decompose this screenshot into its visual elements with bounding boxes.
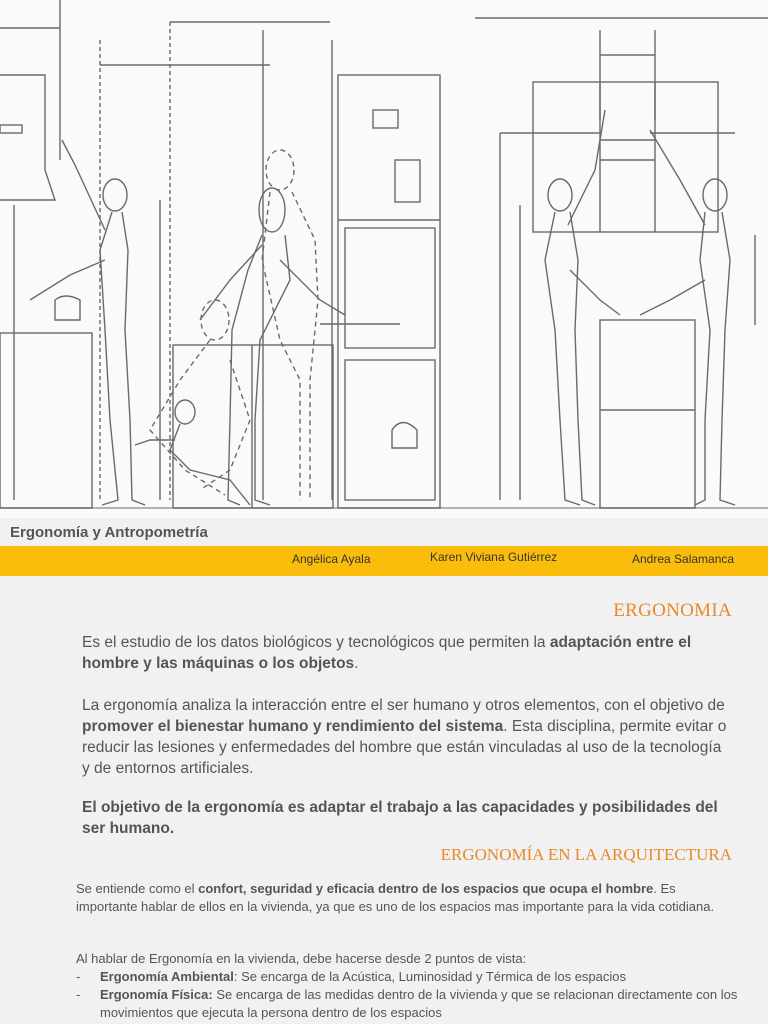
paragraph: Se entiende como el confort, seguridad y eficacia dentro de los espacios que ocupa el hombre. Es importante hablar de ellos en la vivienda, ya que es uno de los espacios mas importante para la vida cotidiana.: [76, 881, 715, 914]
author-name: Karen Viviana Gutiérrez: [430, 550, 558, 564]
list-item: - Ergonomía Física: Se encarga de las medidas dentro de la vivienda y que se relacionan directamente con los movimientos que ejecuta la persona dentro de los espacios: [76, 987, 738, 1020]
document-title: Ergonomía y Antropometría: [10, 524, 208, 541]
paragraph: Al hablar de Ergonomía en la vivienda, debe hacerse desde 2 puntos de vista:: [76, 951, 527, 966]
viewpoint-list: [76, 968, 746, 1022]
paragraph-bold: El objetivo de la ergonomía es adaptar el trabajo a las capacidades y posibilidades del ser humano.: [82, 799, 718, 837]
section-heading-arquitectura: ERGONOMÍA EN LA ARQUITECTURA: [440, 845, 732, 864]
paragraph: Es el estudio de los datos biológicos y tecnológicos que permiten la adaptación entre el hombre y las máquinas o los objetos.: [82, 634, 692, 672]
list-item: - Ergonomía Ambiental: Se encarga de la Acústica, Luminosidad y Térmica de los espacios: [76, 969, 627, 984]
section-heading-ergonomia: ERGONOMIA: [613, 600, 732, 621]
paragraph: La ergonomía analiza la interacción entre el ser humano y otros elementos, con el objetivo de promover el bienestar humano y rendimiento del sistema. Esta disciplina, permite evitar o reducir las lesiones y enfermedades del hombre que están vinculadas al uso de la tecnología y de entornos artificiales.: [82, 697, 727, 777]
author-name: Angélica Ayala: [292, 552, 371, 566]
authors-bar: [0, 546, 768, 576]
author-name: Andrea Salamanca: [632, 552, 735, 566]
